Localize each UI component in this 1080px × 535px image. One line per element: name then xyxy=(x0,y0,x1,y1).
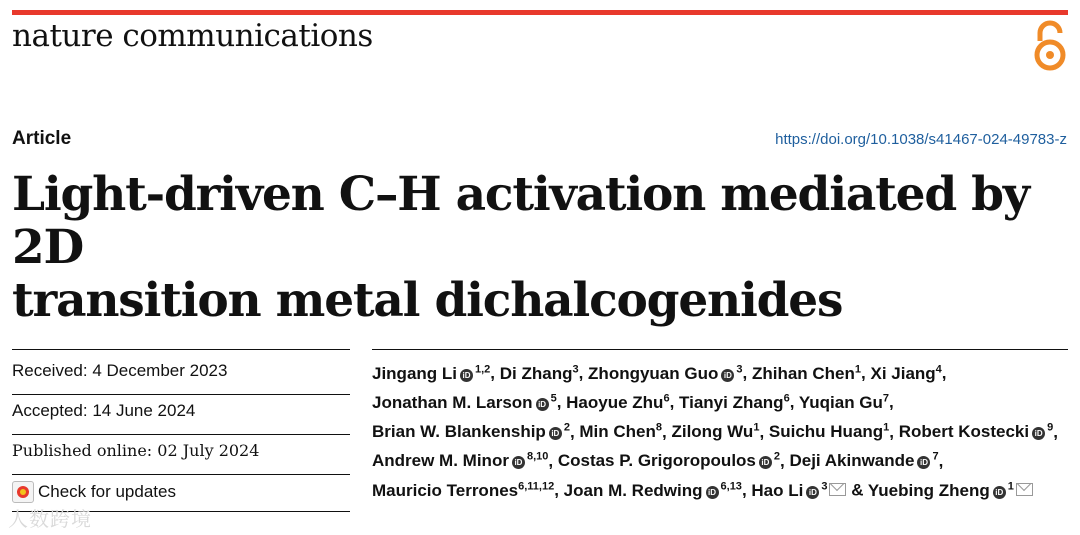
author-name: Zilong Wu xyxy=(671,422,754,442)
author-name: Joan M. Redwing xyxy=(563,480,703,500)
author-name: Hao Li xyxy=(751,480,804,500)
orcid-icon[interactable]: iD xyxy=(759,456,772,469)
affiliation-number: 3 xyxy=(572,363,579,375)
author-separator: , xyxy=(789,392,799,412)
author[interactable] xyxy=(671,422,759,441)
author[interactable] xyxy=(588,364,742,383)
author[interactable] xyxy=(789,451,938,470)
affiliation-number: 1 xyxy=(883,421,890,434)
author-separator: , xyxy=(742,363,752,383)
affiliation-number: 1 xyxy=(1007,480,1014,492)
author-separator: , xyxy=(938,451,944,471)
author[interactable] xyxy=(372,364,490,383)
author[interactable] xyxy=(899,422,1054,441)
open-access-icon[interactable] xyxy=(1030,19,1070,73)
author-separator: , xyxy=(1053,422,1058,442)
check-for-updates[interactable] xyxy=(12,481,176,503)
orcid-icon[interactable]: iD xyxy=(512,456,525,469)
check-updates-label: Check for updates xyxy=(38,482,176,501)
author-name: Zhihan Chen xyxy=(751,363,855,383)
affiliation-number: 2 xyxy=(563,421,570,434)
orcid-icon[interactable]: iD xyxy=(536,398,549,411)
author[interactable] xyxy=(799,393,889,412)
orcid-icon[interactable]: iD xyxy=(549,427,562,440)
published-date: Published online: 02 July 2024 xyxy=(12,435,350,475)
author-separator: , xyxy=(889,422,899,442)
orcid-icon[interactable]: iD xyxy=(993,486,1006,499)
article-type: Article xyxy=(12,128,72,149)
affiliation-number: 8 xyxy=(655,421,663,434)
author-name: Andrew M. Minor xyxy=(372,451,509,471)
author-separator: , xyxy=(556,392,567,412)
dates-top-rule xyxy=(12,349,350,350)
author-separator: , xyxy=(889,392,894,412)
author-name: Tianyi Zhang xyxy=(679,392,784,412)
author-separator: , xyxy=(741,480,752,500)
author-name: Xi Jiang xyxy=(870,363,936,383)
affiliation-number: 1,2 xyxy=(475,363,491,375)
author[interactable] xyxy=(372,451,548,470)
author-separator: , xyxy=(759,422,769,442)
author-separator: , xyxy=(780,451,790,471)
orcid-icon[interactable]: iD xyxy=(460,369,473,382)
author[interactable] xyxy=(372,393,557,412)
orcid-icon[interactable]: iD xyxy=(806,486,819,499)
author-name: Zhongyuan Guo xyxy=(588,363,719,383)
author[interactable] xyxy=(579,422,662,441)
author[interactable] xyxy=(769,422,889,441)
author-separator: , xyxy=(554,480,564,500)
title-line-1: Light-driven C–H activation mediated by 2D xyxy=(12,167,1029,275)
author[interactable] xyxy=(752,364,861,383)
affiliation-number: 3 xyxy=(821,480,828,492)
affiliation-number: 3 xyxy=(736,363,743,375)
author-separator: , xyxy=(490,363,500,383)
author[interactable] xyxy=(751,481,846,500)
affiliation-number: 8,10 xyxy=(526,450,549,463)
email-icon[interactable] xyxy=(829,483,846,496)
author[interactable] xyxy=(372,422,570,441)
author-name: Robert Kostecki xyxy=(898,422,1030,442)
author[interactable] xyxy=(558,451,780,470)
author-separator: , xyxy=(578,363,589,383)
author-separator: , xyxy=(669,392,680,412)
author[interactable] xyxy=(868,481,1033,500)
author-name: Haoyue Zhu xyxy=(566,392,664,412)
doi-link[interactable]: https://doi.org/10.1038/s41467-024-49783-z xyxy=(775,131,1067,148)
author-name: Mauricio Terrones xyxy=(372,480,519,500)
orcid-icon[interactable]: iD xyxy=(721,369,734,382)
author[interactable] xyxy=(500,364,579,383)
journal-top-bar xyxy=(12,10,1068,15)
title-line-2: transition metal dichalcogenides xyxy=(12,273,843,328)
author-list xyxy=(372,357,1072,503)
dates-block xyxy=(12,355,350,475)
affiliation-number: 5 xyxy=(550,392,557,405)
author-name: Deji Akinwande xyxy=(789,451,915,471)
affiliation-number: 6 xyxy=(783,392,790,405)
author-name: Jingang Li xyxy=(372,363,457,383)
author-separator: , xyxy=(662,422,672,442)
affiliation-number: 2 xyxy=(773,450,781,463)
author-separator: , xyxy=(941,363,947,383)
author-name: Jonathan M. Larson xyxy=(372,392,533,412)
accepted-date: Accepted: 14 June 2024 xyxy=(12,395,350,435)
affiliation-number: 1 xyxy=(753,421,760,434)
author[interactable] xyxy=(870,364,941,383)
author-separator: , xyxy=(569,422,580,442)
received-date: Received: 4 December 2023 xyxy=(12,355,350,395)
author[interactable] xyxy=(679,393,790,412)
author-name: Brian W. Blankenship xyxy=(372,422,546,442)
article-title xyxy=(12,168,1072,327)
author-separator: & xyxy=(846,480,868,500)
author-separator: , xyxy=(861,363,871,383)
affiliation-number: 4 xyxy=(935,363,942,375)
affiliation-number: 6,13 xyxy=(720,480,742,492)
author-name: Costas P. Grigoropoulos xyxy=(557,451,756,471)
journal-name: nature communications xyxy=(12,18,373,54)
author[interactable] xyxy=(564,481,742,500)
affiliation-number: 6 xyxy=(663,392,670,405)
orcid-icon[interactable]: iD xyxy=(917,456,930,469)
author-name: Yuebing Zheng xyxy=(867,480,990,500)
authors-top-rule xyxy=(372,349,1068,350)
author-separator: , xyxy=(548,451,558,471)
author[interactable] xyxy=(372,481,554,500)
watermark: 人数跨境 xyxy=(8,509,92,531)
affiliation-number: 6,11,12 xyxy=(518,480,555,492)
orcid-icon[interactable]: iD xyxy=(1032,427,1045,440)
affiliation-number: 7 xyxy=(882,392,890,405)
affiliation-number: 9 xyxy=(1047,421,1054,434)
author-name: Min Chen xyxy=(579,422,656,442)
email-icon[interactable] xyxy=(1016,483,1033,496)
author-name: Di Zhang xyxy=(499,363,573,383)
affiliation-number: 1 xyxy=(854,363,862,375)
author-name: Suichu Huang xyxy=(768,422,884,442)
check-updates-icon xyxy=(12,481,34,503)
author-name: Yuqian Gu xyxy=(798,392,883,412)
orcid-icon[interactable]: iD xyxy=(706,486,719,499)
author[interactable] xyxy=(566,393,669,412)
affiliation-number: 7 xyxy=(932,450,939,463)
